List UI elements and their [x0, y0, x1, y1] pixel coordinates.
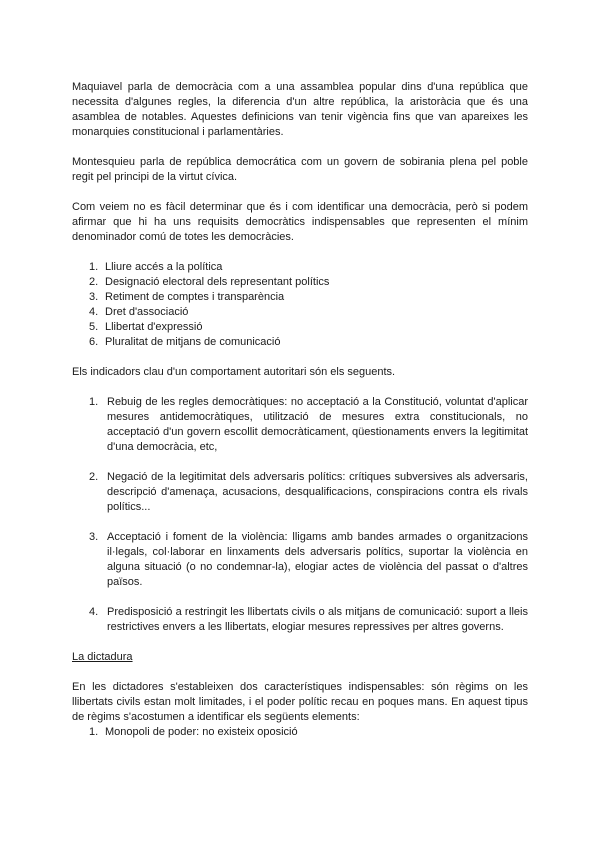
- list-item: 4. Dret d'associació: [89, 306, 189, 318]
- list-item: 2. Negació de la legitimitat dels adversaris polítics: crítiques subversives als adversaris, descripció d'amenaça, acusacions, desqualificacions, conspiracions contra els rivals polítics...: [89, 471, 528, 513]
- list-item: 2. Designació electoral dels representant polítics: [89, 276, 330, 288]
- list-item: 1. Rebuig de les regles democràtiques: no acceptació a la Constitució, voluntat d'aplicar mesures antidemocràtiques, utilització de mesures extra constitucionals, no acceptació d'un govern escollit democràticament, qüestionaments envers la legitimitat d'una democràcia, etc,: [89, 396, 528, 453]
- dictadura-list: [72, 725, 528, 740]
- paragraph-requisits-intro: Com veiem no es fàcil determinar que és i com identificar una democràcia, però si podem afirmar que hi ha uns requisits democràtics indispensables que representen el mínim denominador comú de totes les democràcies.: [72, 201, 528, 243]
- list-item: 4. Predisposició a restringit les llibertats civils o als mitjans de comunicació: suport a lleis restrictives envers a les llibertats, elogiar mesures repressives per altres governs.: [89, 606, 528, 633]
- list-item: 1. Lliure accés a la política: [89, 261, 223, 273]
- indicadors-intro: Els indicadors clau d'un comportament autoritari són els seguents.: [72, 366, 396, 378]
- document-page: [72, 80, 528, 740]
- requisits-list: [72, 260, 528, 350]
- paragraph-maquiavel: Maquiavel parla de democràcia com a una assamblea popular dins d'una república que necessita d'algunes regles, la diferencia d'un altre república, la aristoràcia que és una asamblea de notables. Aquestes definicions van tenir vigència fins que van apareixes les monarquies constitucional i parlamentàries.: [72, 81, 528, 138]
- paragraph-dictadura: En les dictadores s'estableixen dos característiques indispensables: són règims on les llibertats civils estan molt limitades, i el poder polític recau en poques mans. En aquest tipus de règims s'acostumen a identificar els següents elements:: [72, 681, 528, 723]
- list-item: 6. Pluralitat de mitjans de comunicació: [89, 336, 281, 348]
- list-item: 3. Retiment de comptes i transparència: [89, 291, 285, 303]
- paragraph-montesquieu: Montesquieu parla de república democrática com un govern de sobirania plena pel poble regit pel principi de la virtut cívica.: [72, 156, 528, 183]
- section-heading-dictadura: La dictadura: [72, 651, 133, 663]
- list-item: 1. Monopoli de poder: no existeix oposició: [89, 726, 298, 738]
- list-item: 5. Llibertat d'expressió: [89, 321, 203, 333]
- indicadors-list: [72, 395, 528, 635]
- list-item: 3. Acceptació i foment de la violència: lligams amb bandes armades o organitzacions il·legals, col·laborar en linxaments dels adversaris polítics, suportar la violència en alguna situació (o no condemnar-la), elogiar actes de violència del passat o d'altres països.: [89, 531, 528, 588]
